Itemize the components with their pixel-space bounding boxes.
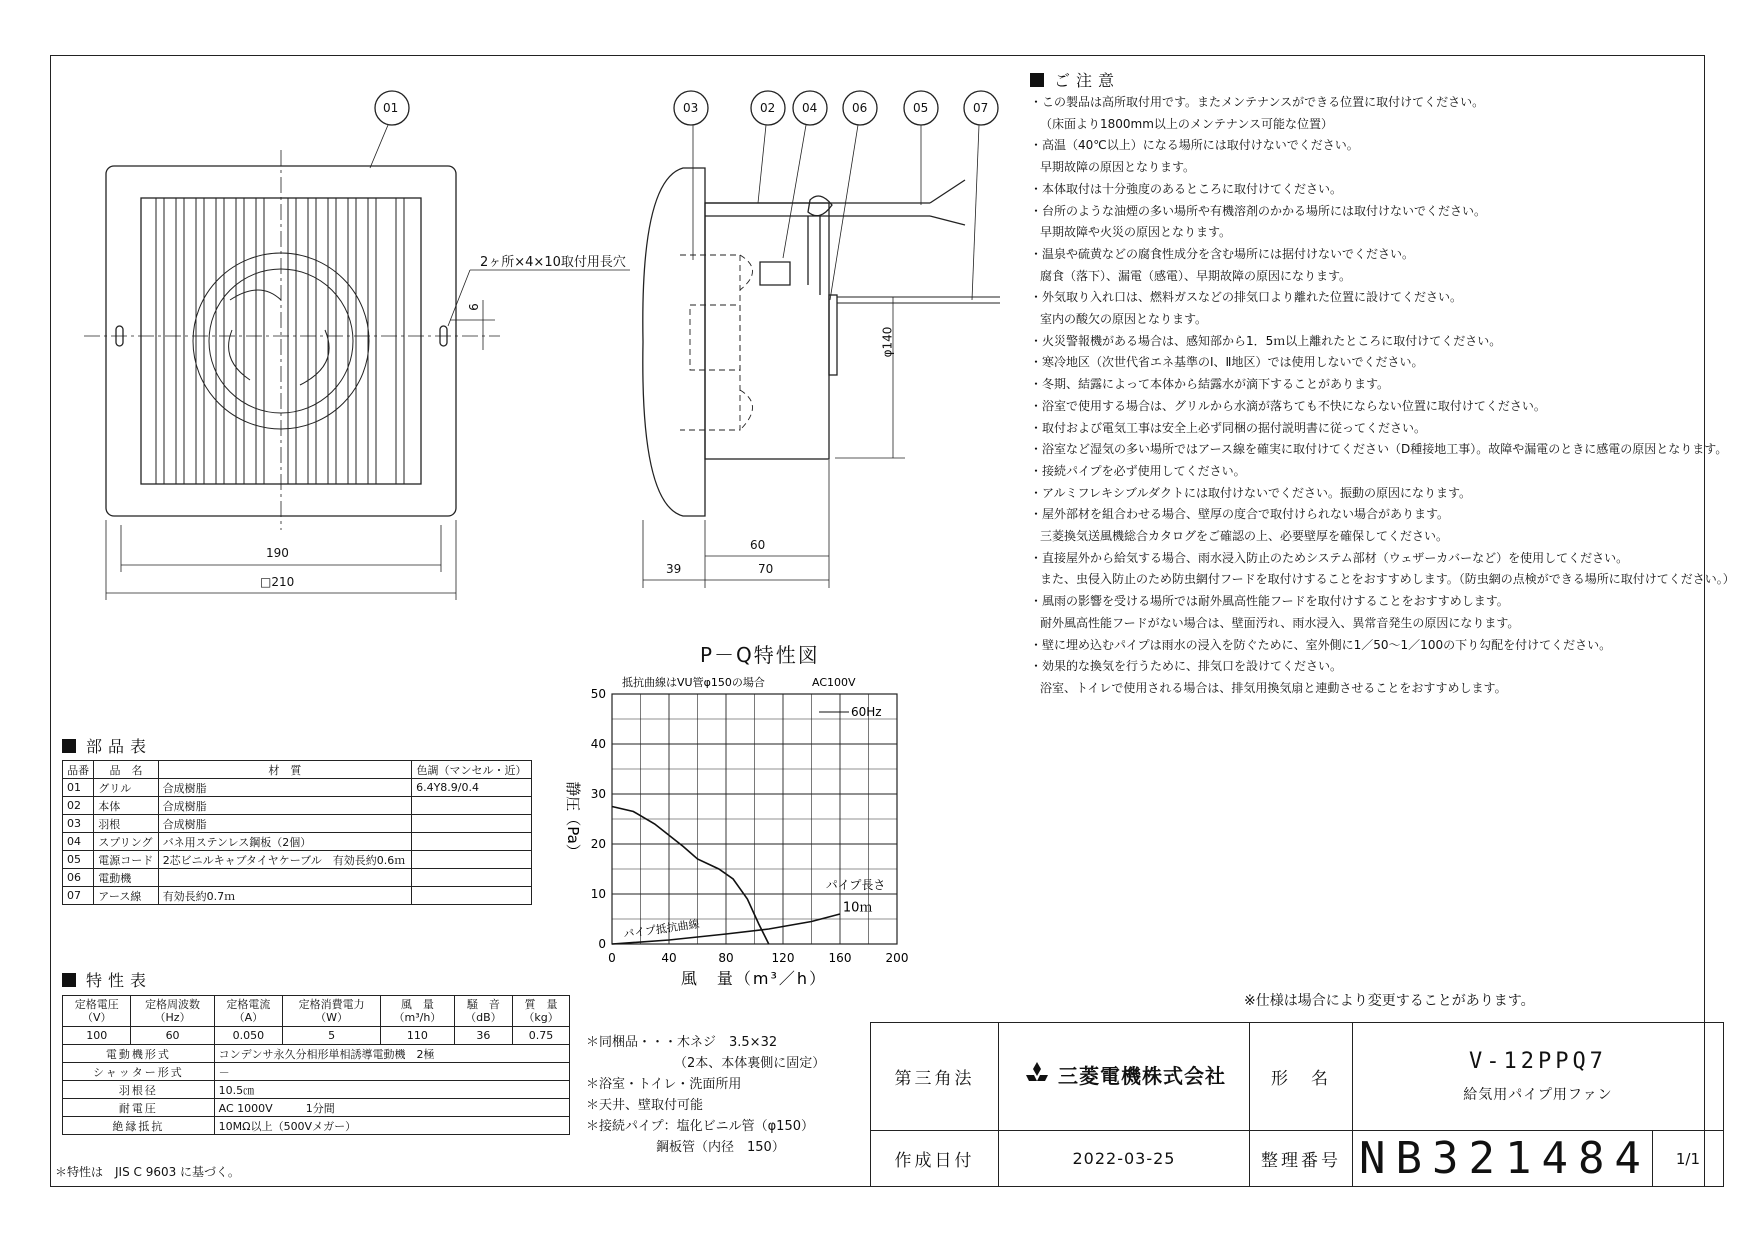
callout-07: 07 <box>973 101 989 115</box>
note-line: また、虫侵入防止のため防虫網付フードを取付けすることをおすすめします。（防虫網の点検ができる場所に取付けてください。） <box>1040 572 1735 587</box>
note-line: ・火災警報機がある場合は、感知部から1．5ｍ以上離れたところに取付けてください。 <box>1030 333 1502 348</box>
spec-header-cell: 定格周波数 （Hz） <box>131 996 214 1027</box>
dim-39: 39 <box>666 562 682 576</box>
note-line: ・取付および電気工事は安全上必ず同梱の据付説明書に従ってください。 <box>1030 420 1427 435</box>
note-line: ・接続パイプを必ず使用してください。 <box>1030 463 1246 478</box>
accessory-line: ＊同梱品・・・木ネジ 3.5×32 <box>586 1035 778 1050</box>
y-tick-label: 20 <box>590 837 606 851</box>
note-line: 室内の酸欠の原因となります。 <box>1040 312 1208 327</box>
company-name: 三菱電機株式会社 <box>1058 1064 1226 1089</box>
model-cell <box>1353 1023 1724 1131</box>
dim-70: 70 <box>758 562 774 576</box>
spec-value-cell: 36 <box>454 1027 512 1045</box>
parts-cell: 電源コード <box>94 851 158 869</box>
spec-row-value: 10.5㎝ <box>214 1081 569 1099</box>
spec-row-value: － <box>214 1063 569 1081</box>
note-line: （床面より1800mm以上のメンテナンス可能な位置） <box>1040 116 1333 131</box>
chart-power: AC100V <box>812 676 856 689</box>
callout-02: 02 <box>760 101 776 115</box>
note-line: ・効果的な換気を行うために、排気口を設けてください。 <box>1030 659 1343 674</box>
chart-note: 抵抗曲線はVU管φ150の場合 <box>622 676 765 689</box>
note-line: ・本体取付は十分強度のあるところに取付けてください。 <box>1030 181 1343 196</box>
x-tick-label: 40 <box>661 951 677 965</box>
note-line: 腐食（落下）、漏電（感電）、早期故障の原因になります。 <box>1040 268 1352 283</box>
y-tick-label: 50 <box>590 687 606 701</box>
parts-cell: 合成樹脂 <box>158 779 411 797</box>
mitsubishi-diamonds-icon <box>1022 1062 1052 1088</box>
annotation-pipe-curve: パイプ抵抗曲線 <box>622 917 701 941</box>
parts-cell: 羽根 <box>94 815 158 833</box>
note-line: ・外気取り入れ口は、燃料ガスなどの排気口より離れた位置に設けてください。 <box>1030 290 1463 305</box>
annotation-pipe-length: パイプ長さ <box>825 878 886 892</box>
y-axis-label: 静圧（Pa） <box>564 781 582 859</box>
spec-header-cell: 騒 音 （dB） <box>454 996 512 1027</box>
chart-title: P－Q特性図 <box>700 643 820 667</box>
note-line: ・浴室で使用する場合は、グリルから水滴が落ちても不快にならない位置に取付けてください。 <box>1030 398 1546 413</box>
note-line: ・壁に埋め込むパイプは雨水の浸入を防ぐために、室外側に1／50～1／100の下り勾配を付けてください。 <box>1030 637 1612 652</box>
spec-row-value: コンデンサ永久分相形単相誘導電動機 2極 <box>214 1045 569 1063</box>
parts-cell: アース線 <box>94 887 158 905</box>
parts-cell: 06 <box>63 869 94 887</box>
parts-cell: 04 <box>63 833 94 851</box>
x-tick-label: 160 <box>828 951 852 965</box>
note-line: 浴室、トイレで使用される場合は、排気用換気扇と連動させることをおすすめします。 <box>1040 680 1507 695</box>
spec-value-cell: 0.75 <box>513 1027 570 1045</box>
note-line: ・温泉や硫黄などの腐食性成分を含む場所には据付けないでください。 <box>1030 246 1415 261</box>
callout-06: 06 <box>852 101 868 115</box>
callout-03: 03 <box>683 101 699 115</box>
x-tick-label: 200 <box>885 951 909 965</box>
x-axis-label: 風 量（m³／h） <box>680 969 828 988</box>
spec-footnote: ＊特性は JIS C 9603 に基づく。 <box>55 1165 240 1179</box>
y-tick-label: 10 <box>590 887 606 901</box>
parts-cell: スプリング <box>94 833 158 851</box>
spec-value-cell: 110 <box>381 1027 455 1045</box>
spec-value-cell: 100 <box>63 1027 131 1045</box>
parts-header-cell: 品 名 <box>94 761 158 779</box>
accessory-line: ＊接続パイプ：塩化ビニル管（φ150） <box>586 1119 814 1134</box>
accessory-line: ＊浴室・トイレ・洗面所用 <box>586 1077 742 1092</box>
parts-header-cell: 色調（マンセル・近） <box>412 761 532 779</box>
dim-phi140: φ140 <box>880 326 895 358</box>
spec-row-value: AC 1000V 1分間 <box>214 1099 569 1117</box>
parts-cell: 電動機 <box>94 869 158 887</box>
dim-slot: 2ヶ所×4×10取付用長穴 <box>480 255 626 270</box>
note-line: ・冬期、結露によって本体から結露水が滴下することがあります。 <box>1030 377 1390 392</box>
spec-row-label: シャッター形式 <box>63 1063 215 1081</box>
note-line: ・台所のような油煙の多い場所や有機溶剤のかかる場所には取付けないでください。 <box>1030 203 1487 218</box>
notes-heading: ご注意 <box>1030 68 1120 91</box>
spec-row-label: 耐電圧 <box>63 1099 215 1117</box>
model-label-cell: 形 名 <box>1250 1023 1353 1131</box>
note-line: 耐外風高性能フードがない場合は、壁面汚れ、雨水浸入、異常音発生の原因になります。 <box>1040 615 1520 630</box>
note-line: ・アルミフレキシブルダクトには取付けないでください。振動の原因になります。 <box>1030 485 1472 500</box>
spec-value-cell: 0.050 <box>214 1027 282 1045</box>
parts-cell: 07 <box>63 887 94 905</box>
legend-label: 60Hz <box>851 705 882 719</box>
parts-cell: 01 <box>63 779 94 797</box>
parts-cell: 合成樹脂 <box>158 797 411 815</box>
parts-cell: 合成樹脂 <box>158 815 411 833</box>
sheet-cell: 1/1 <box>1652 1131 1723 1187</box>
parts-header-cell: 材 質 <box>158 761 411 779</box>
spec-row-label: 絶縁抵抗 <box>63 1117 215 1135</box>
spec-header-cell: 質 量 （kg） <box>513 996 570 1027</box>
spec-heading: 特性表 <box>62 968 152 991</box>
parts-header-cell: 品番 <box>63 761 94 779</box>
dim-210: □210 <box>260 575 295 589</box>
title-block <box>870 1022 1724 1187</box>
dim-six: 6 <box>466 303 481 311</box>
accessory-line: ＊天井、壁取付可能 <box>586 1098 704 1113</box>
note-line: 早期故障や火災の原因となります。 <box>1040 225 1232 240</box>
note-line: 三菱換気送風機総合カタログをご確認の上、必要壁厚を確保してください。 <box>1040 529 1449 544</box>
note-line: ・風雨の影響を受ける場所では耐外風高性能フードを取付けすることをおすすめします。 <box>1030 594 1509 609</box>
parts-cell: 02 <box>63 797 94 815</box>
parts-cell: 03 <box>63 815 94 833</box>
y-tick-label: 40 <box>590 737 606 751</box>
dim-60: 60 <box>750 538 766 552</box>
model-desc: 給気用パイプ用ファン <box>1463 1087 1613 1103</box>
disclaimer: ※仕様は場合により変更することがあります。 <box>1244 993 1535 1009</box>
note-line: ・浴室など湿気の多い場所ではアース線を確実に取付けてください（D種接地工事）。故障や漏電のときに感電の原因となります。 <box>1030 442 1728 457</box>
x-tick-label: 0 <box>608 951 616 965</box>
number-label-cell: 整理番号 <box>1250 1131 1353 1187</box>
parts-cell: グリル <box>94 779 158 797</box>
callout-04: 04 <box>802 101 818 115</box>
spec-header-cell: 定格消費電力 （W） <box>283 996 381 1027</box>
parts-cell: 本体 <box>94 797 158 815</box>
spec-row-label: 電動機形式 <box>63 1045 215 1063</box>
spec-header-cell: 定格電圧 （V） <box>63 996 131 1027</box>
callout-05: 05 <box>913 101 929 115</box>
model-name: V-12PPQ7 <box>1468 1049 1607 1074</box>
parts-cell: バネ用ステンレス鋼板（2個） <box>158 833 411 851</box>
annotation-10m: 10ｍ <box>842 900 873 916</box>
parts-cell: 6.4Y8.9/0.4 <box>412 779 532 797</box>
dim-190: 190 <box>266 546 289 560</box>
x-tick-label: 120 <box>771 951 795 965</box>
parts-heading: 部品表 <box>62 734 152 757</box>
note-line: ・寒冷地区（次世代省エネ基準のⅠ、Ⅱ地区）では使用しないでください。 <box>1030 355 1424 370</box>
spec-header-cell: 定格電流 （A） <box>214 996 282 1027</box>
spec-header-cell: 風 量 （m³/h） <box>381 996 455 1027</box>
drawing-number: NB321484 <box>1359 1133 1651 1184</box>
date-label-cell: 作成日付 <box>871 1131 999 1187</box>
x-tick-label: 80 <box>718 951 734 965</box>
parts-cell: 05 <box>63 851 94 869</box>
spec-value-cell: 60 <box>131 1027 214 1045</box>
accessory-line: 鋼板管（内径 150） <box>656 1140 785 1155</box>
parts-cell: 2芯ビニルキャブタイヤケーブル 有効長約0.6ｍ <box>158 851 411 869</box>
spec-row-value: 10MΩ以上（500Vメガー） <box>214 1117 569 1135</box>
y-tick-label: 30 <box>590 787 606 801</box>
spec-row-label: 羽根径 <box>63 1081 215 1099</box>
note-line: ・この製品は高所取付用です。またメンテナンスができる位置に取付けてください。 <box>1030 95 1485 109</box>
spec-value-cell: 5 <box>283 1027 381 1045</box>
callout-01: 01 <box>383 101 399 115</box>
y-tick-label: 0 <box>598 937 606 951</box>
company-logo <box>1022 1060 1226 1089</box>
date-cell: 2022-03-25 <box>999 1131 1250 1187</box>
note-line: ・直接屋外から給気する場合、雨水浸入防止のためシステム部材（ウェザーカバーなど）を使用してください。 <box>1030 550 1629 565</box>
company-cell <box>999 1023 1250 1131</box>
projection-cell: 第三角法 <box>871 1023 999 1131</box>
accessory-line: （2本、本体裏側に固定） <box>674 1056 826 1071</box>
number-cell <box>1353 1131 1653 1187</box>
note-line: 早期故障の原因となります。 <box>1040 160 1196 175</box>
note-line: ・屋外部材を組合わせる場合、壁厚の度合で取付けられない場合があります。 <box>1030 507 1450 522</box>
note-line: ・高温（40℃以上）になる場所には取付けないでください。 <box>1030 138 1359 153</box>
parts-cell: 有効長約0.7ｍ <box>158 887 411 905</box>
